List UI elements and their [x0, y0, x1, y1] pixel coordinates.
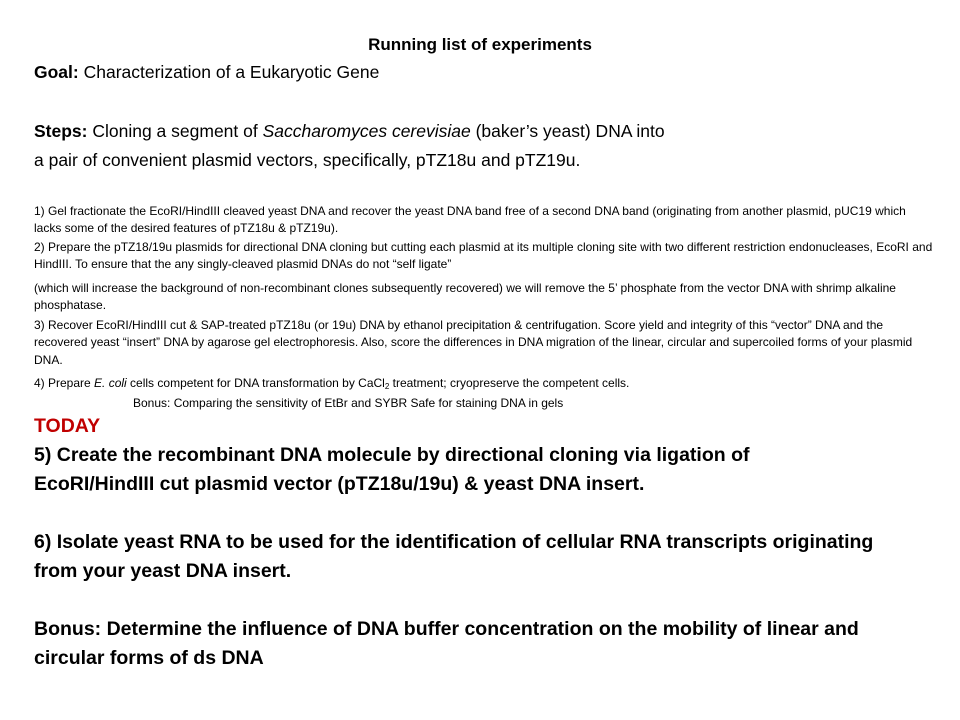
item6-line-1: 6) Isolate yeast RNA to be used for the identification of cellular RNA transcripts originating — [34, 531, 874, 553]
steps-text-2: (baker’s yeast) DNA into — [470, 121, 665, 141]
goal-label: Goal: — [34, 62, 79, 82]
item4-sub: 2 — [384, 382, 390, 391]
bonus-line-1: Bonus: Determine the influence of DNA buffer concentration on the mobility of linear and — [34, 618, 859, 640]
item4-ecoli: E. coli — [94, 376, 127, 390]
page-title: Running list of experiments — [368, 35, 592, 54]
item5-line-2: EcoRI/HindIII cut plasmid vector (pTZ18u/19u) & yeast DNA insert. — [34, 473, 645, 495]
item6-line-2: from your yeast DNA insert. — [34, 560, 292, 582]
list-item-3: 3) Recover EcoRI/HindIII cut & SAP-treated pTZ18u (or 19u) DNA by ethanol precipitation & centrifugation. Score yield and integrity of this “vector” DNA and the recovered yeast “insert” DNA by agarose gel electrophoresis. Also, score the differences in DNA migration of the linear, circular and supercoiled forms of your plasmid DNA. — [34, 318, 913, 367]
steps-text-1: Cloning a segment of — [87, 121, 263, 141]
list-item-2-continued: (which will increase the background of non-recombinant clones subsequently recovered) we will remove the 5’ phosphate from the vector DNA with shrimp alkaline phosphatase. — [34, 281, 896, 313]
goal-line — [34, 62, 379, 83]
goal-text: Characterization of a Eukaryotic Gene — [78, 62, 380, 82]
item4-post: treatment; cryopreserve the competent cells. — [389, 376, 630, 390]
list-item-4 — [34, 375, 934, 392]
item4-mid: cells competent for DNA transformation by CaCl — [126, 376, 385, 390]
steps-label: Steps: — [34, 121, 88, 141]
steps-line-2: a pair of convenient plasmid vectors, specifically, pTZ18u and pTZ19u. — [34, 150, 581, 170]
list-item-2: 2) Prepare the pTZ18/19u plasmids for directional DNA cloning but cutting each plasmid at its multiple cloning site with two different restriction endonucleases, EcoRI and HindIII. To ensure that the any singly-cleaved plasmid DNAs do not “self ligate” — [34, 240, 933, 272]
item4-pre: 4) Prepare — [34, 376, 95, 390]
steps-line-1 — [34, 121, 665, 142]
bonus-line-2: circular forms of ds DNA — [34, 647, 264, 669]
list-item-1: 1) Gel fractionate the EcoRI/HindIII cleaved yeast DNA and recover the yeast DNA band free of a second DNA band (originating from another plasmid, pUC19 which lacks some of the desired features of pTZ18u & pTZ19u). — [34, 204, 906, 236]
today-label: TODAY — [34, 415, 101, 437]
item5-line-1: 5) Create the recombinant DNA molecule by directional cloning via ligation of — [34, 444, 750, 466]
steps-organism: Saccharomyces cerevisiae — [262, 121, 471, 141]
bonus-small: Bonus: Comparing the sensitivity of EtBr and SYBR Safe for staining DNA in gels — [133, 396, 564, 410]
